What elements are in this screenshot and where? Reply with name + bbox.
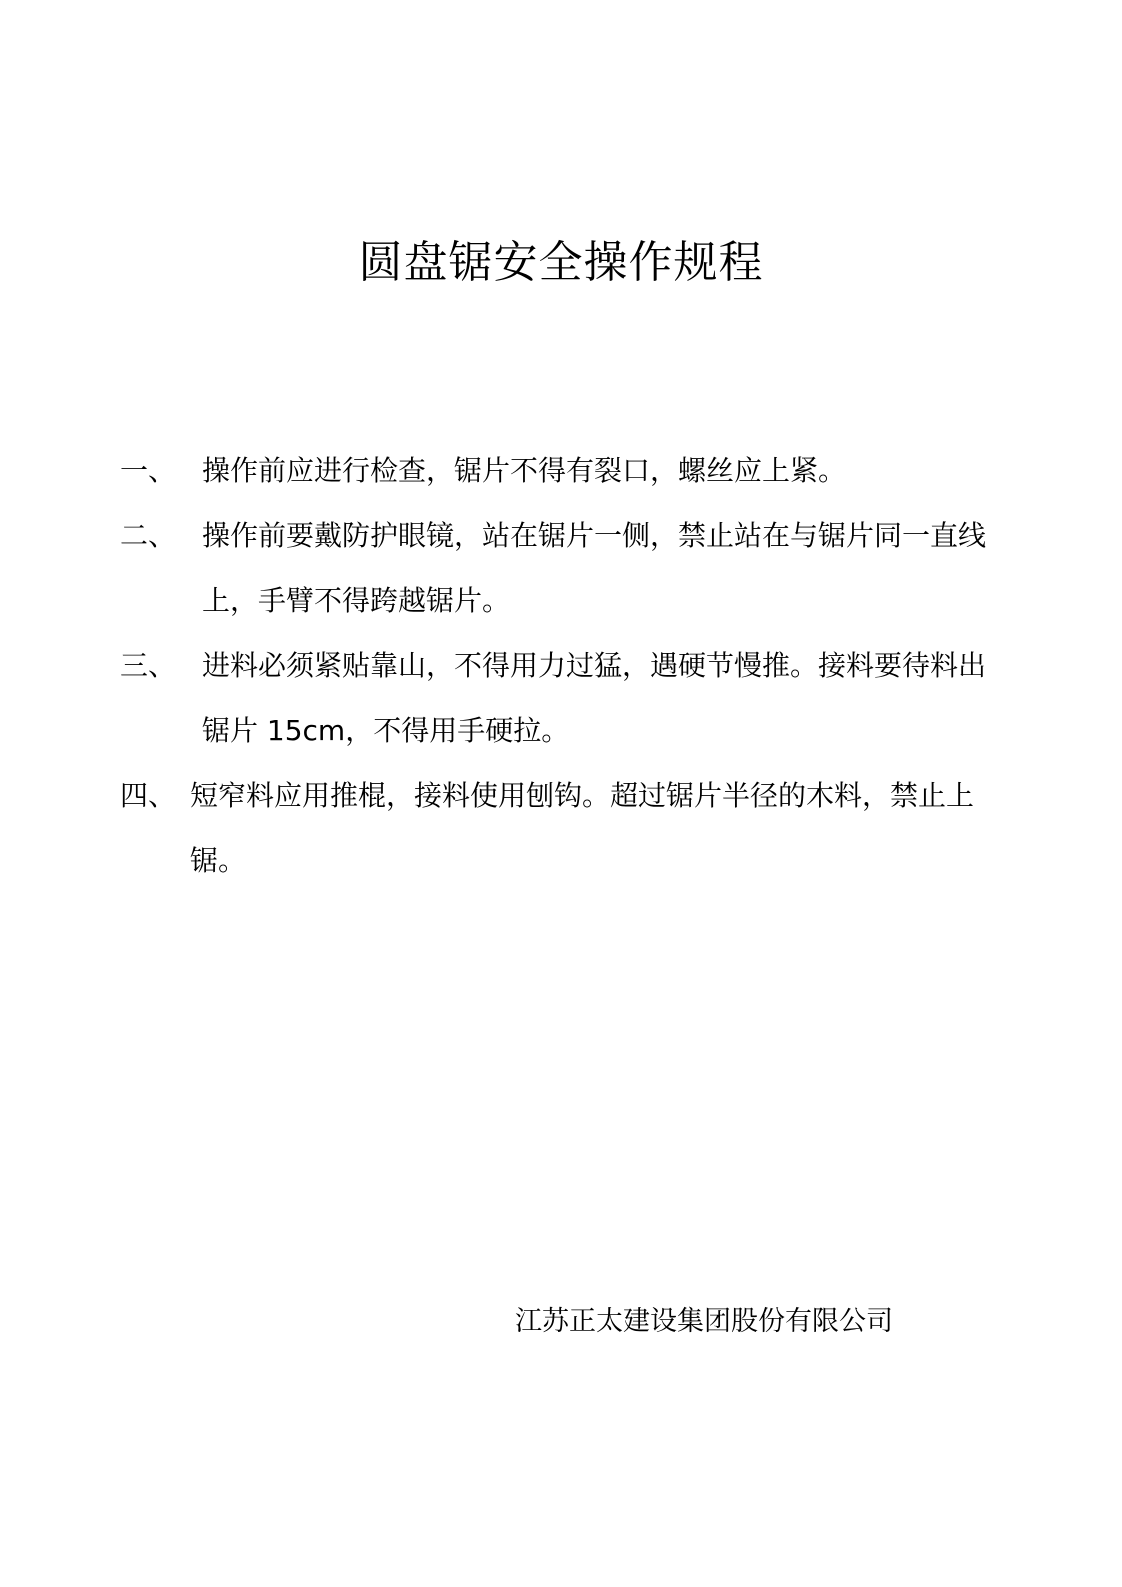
rule-item-3 [120, 633, 1000, 763]
rule-item-4 [120, 763, 1000, 893]
company-signature: 江苏正太建设集团股份有限公司 [515, 1306, 893, 1337]
rule-text: 短窄料应用推棍，接料使用刨钩。超过锯片半径的木料，禁止上锯。 [190, 779, 975, 877]
rule-number: 三、 [120, 649, 177, 682]
rule-text: 进料必须紧贴靠山，不得用力过猛，遇硬节慢推。接料要待料出锯片 15cm，不得用手硬拉。 [202, 649, 987, 747]
rule-item-1 [120, 438, 1000, 503]
rule-text: 操作前应进行检查，锯片不得有裂口，螺丝应上紧。 [202, 454, 847, 487]
rule-text: 操作前要戴防护眼镜，站在锯片一侧，禁止站在与锯片同一直线上，手臂不得跨越锯片。 [202, 519, 987, 617]
rules-list [120, 438, 1000, 893]
rule-number: 四、 [120, 779, 177, 812]
rule-number: 二、 [120, 519, 177, 552]
rule-number: 一、 [120, 454, 177, 487]
rule-item-2 [120, 503, 1000, 633]
document-title: 圆盘锯安全操作规程 [358, 237, 764, 288]
